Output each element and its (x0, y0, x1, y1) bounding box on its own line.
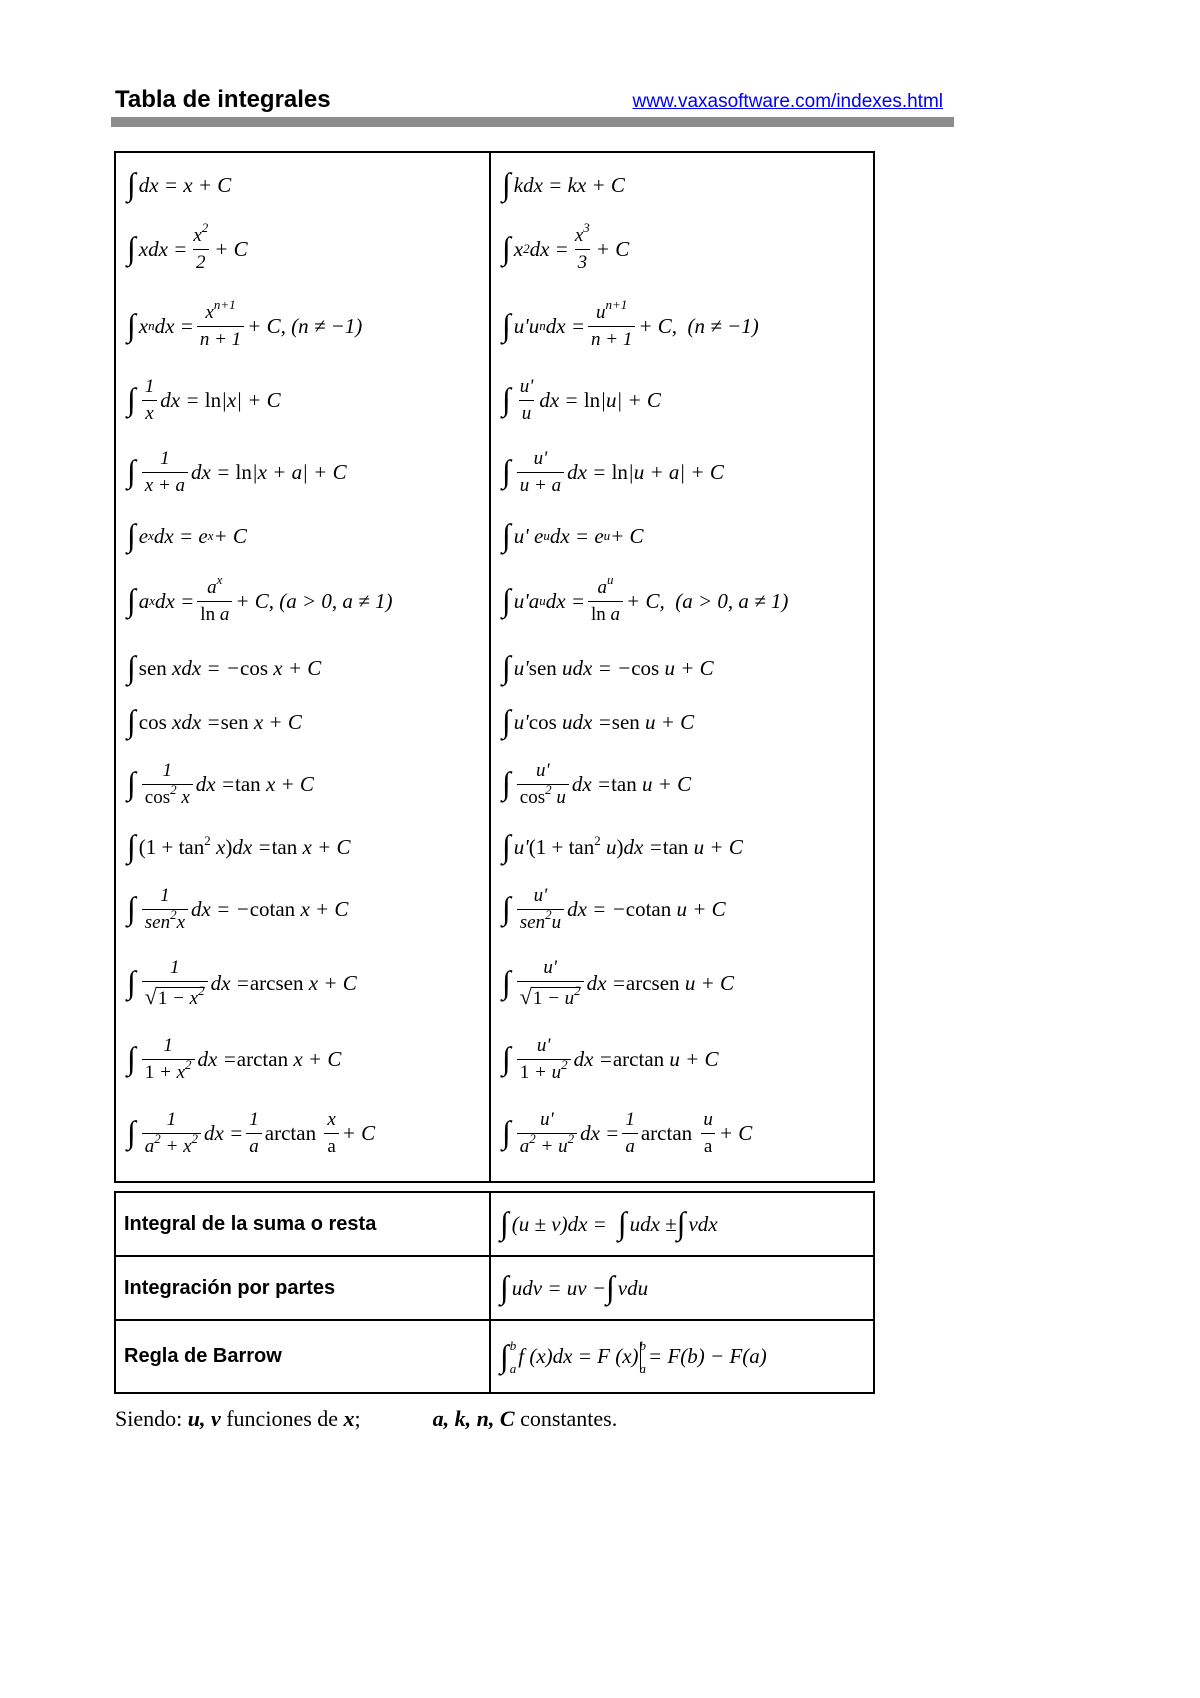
page-title: Tabla de integrales (115, 86, 331, 113)
rules-table (114, 1191, 875, 1394)
formula-row: ∫ u' e u dx = e u + C (502, 517, 644, 553)
formula-row: ∫ ($1 + \tan^2$ x ) dx = tan x + C (127, 828, 351, 864)
rule-formula: ∫ b a f (x)dx = F (x) b a = F(b) − F(a) (500, 1337, 767, 1376)
rule-label: Integración por partes (116, 1257, 491, 1319)
rule-label: Integral de la suma o resta (116, 1193, 491, 1255)
integrals-column-x (116, 153, 491, 1181)
formula-row: ∫ $\frac{1}{sen^2x}$ dx = − cotan x + C (127, 884, 349, 933)
formula-row: ∫ $\frac{1}{\cos^2 x}$ dx = tan x + C (127, 759, 314, 808)
page-header (115, 86, 953, 116)
rule-row (116, 1255, 873, 1319)
formula-row: ∫ u'a u dx = $\frac{a^u}{\text{ln a}}$ + C, (a > 0, a ≠ 1) (502, 571, 789, 625)
formula-row: ∫ $\frac{u'}{√1 - u^2}$ dx = arcsen u + C (502, 956, 734, 1009)
footnote: Siendo: u, v funciones de x; a, k, n, C constantes. (115, 1406, 618, 1431)
formula-row: ∫ $\frac{u'}{a^2 + u^2}$ dx = $\frac{1}{a}$ arctan $\frac{u}{a}$ + C (502, 1108, 753, 1157)
formula-row: ∫ xdx = $\frac{x^2}{2}$ + C (127, 219, 248, 273)
formula-row: ∫ u' sen udx = − cos u + C (502, 649, 714, 685)
rule-formula: ∫ (u ± v)dx = ∫ udx ± ∫ vdx (500, 1205, 718, 1241)
formula-row: ∫ $\frac{u'}{1 + u^2}$ dx = arctan u + C (502, 1034, 719, 1083)
header-divider (111, 117, 954, 127)
formula-row: ∫ $\frac{u'}{\cos^2 u}$ dx = tan u + C (502, 759, 692, 808)
formula-row: ∫ $\frac{1}{x}$ dx = ln |x| + C (127, 375, 281, 424)
formula-row: ∫ sen xdx = − cos x + C (127, 649, 322, 685)
formula-row: ∫ $\frac{1}{a^2 + x^2}$ dx = $\frac{1}{a}$ arctan $\frac{x}{a}$ + C (127, 1108, 376, 1157)
formula-row: ∫ $\frac{1}{x + a}$ dx = ln |x + a| + C (127, 447, 347, 496)
formula-row: ∫ $\frac{u'}{u}$ dx = ln |u| + C (502, 375, 661, 424)
rule-row (116, 1193, 873, 1255)
formula-row: ∫ x 2 dx = $\frac{x^3}{3}$ + C (502, 219, 630, 273)
formula-row: ∫ a x dx = $\frac{a^x}{\text{ln a}}$ + C, (a > 0, a ≠ 1) (127, 571, 393, 625)
rule-formula: ∫ udv = uv − ∫ vdu (500, 1269, 649, 1305)
integrals-table (114, 151, 875, 1183)
formula-row: ∫ $\frac{1}{1 + x^2}$ dx = arctan x + C (127, 1034, 342, 1083)
formula-row: ∫ e x dx = e x + C (127, 517, 247, 553)
rule-row (116, 1319, 873, 1392)
source-link[interactable]: www.vaxasoftware.com/indexes.html (632, 91, 943, 112)
formula-row: ∫ $\frac{u'}{u + a}$ dx = ln |u + a| + C (502, 447, 724, 496)
formula-row: ∫ cos xdx = sen x + C (127, 703, 302, 739)
integrals-column-u (491, 153, 873, 1181)
formula-row: ∫ dx = x + C (127, 166, 232, 202)
rule-label: Regla de Barrow (116, 1321, 491, 1392)
formula-row: ∫ $\frac{1}{√1 - x^2}$ dx = arcsen x + C (127, 956, 357, 1009)
formula-row: ∫ kdx = kx + C (502, 166, 625, 202)
formula-row: ∫ x n dx = $\frac{x^{n+1}}{n + 1}$ + C, (n ≠ −1) (127, 296, 363, 350)
formula-row: ∫ $\frac{u'}{sen^2u}$ dx = − cotan u + C (502, 884, 726, 933)
formula-row: ∫ u'u n dx = $\frac{u^{n+1}}{n + 1}$ + C, (n ≠ −1) (502, 296, 759, 350)
formula-row: ∫ u' ($1 + \tan^2$ u ) dx = tan u + C (502, 828, 743, 864)
formula-row: ∫ u' cos udx = sen u + C (502, 703, 695, 739)
